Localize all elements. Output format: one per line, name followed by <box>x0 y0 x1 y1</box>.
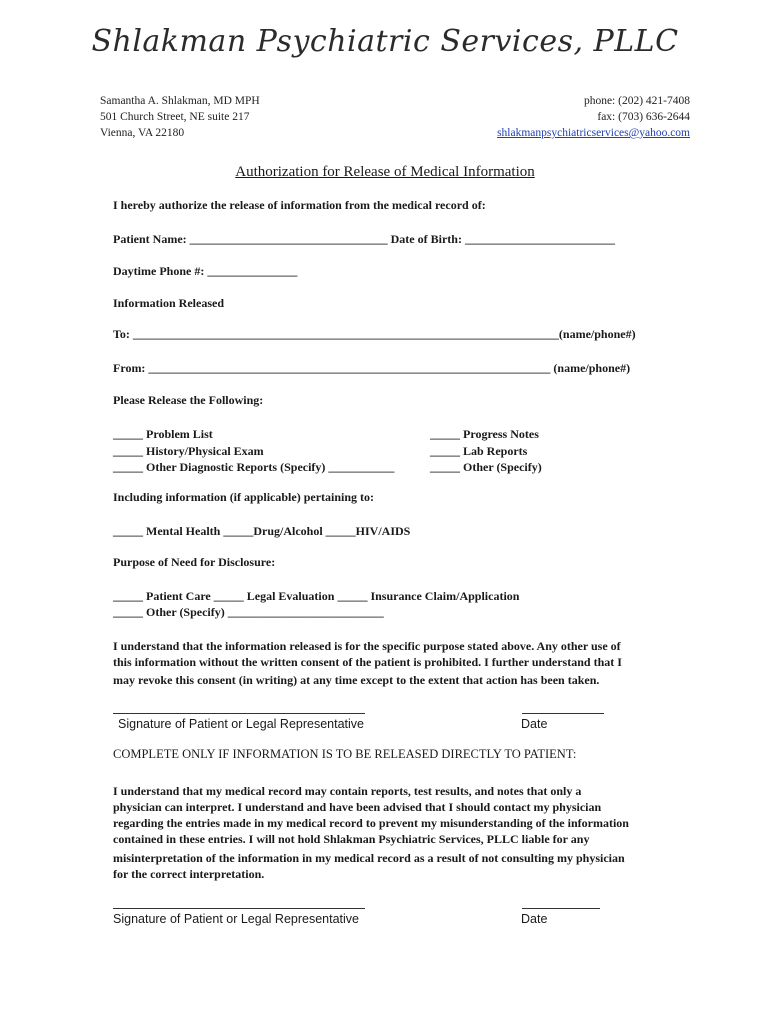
letterhead-right <box>497 93 690 141</box>
including-heading: Including information (if applicable) pertaining to: <box>113 490 375 504</box>
direct-release-paragraph <box>113 783 629 882</box>
letterhead-left <box>100 93 260 141</box>
city-address: Vienna, VA 22180 <box>100 127 185 139</box>
date-line-1[interactable] <box>522 713 604 714</box>
please-release-heading: Please Release the Following: <box>113 393 264 407</box>
direct-line: I understand that my medical record may contain reports, test results, and notes that only a <box>113 784 582 798</box>
date-label-1: Date <box>521 717 548 731</box>
signature-line-2[interactable] <box>113 908 365 909</box>
release-item-history-physical[interactable]: _____ History/Physical Exam <box>113 443 264 458</box>
consent-paragraph <box>113 638 622 688</box>
date-line-2[interactable] <box>522 908 600 909</box>
release-item-lab-reports[interactable]: _____ Lab Reports <box>430 443 528 458</box>
from-field[interactable]: From: ___________________________________________________________________ (name/phone#) <box>113 361 631 375</box>
consent-line: may revoke this consent (in writing) at any time except to the extent that action has been taken. <box>113 673 600 687</box>
phone-number: phone: (202) 421-7408 <box>583 95 690 107</box>
release-item-problem-list[interactable]: _____ Problem List <box>113 427 213 441</box>
form-title-text: Authorization for Release of Medical Information <box>235 164 535 180</box>
direct-release-heading: COMPLETE ONLY IF INFORMATION IS TO BE RELEASED DIRECTLY TO PATIENT: <box>113 747 577 761</box>
direct-line: for the correct interpretation. <box>113 867 265 881</box>
direct-line: contained in these entries. I will not hold Shlakman Psychiatric Services, PLLC liable for any <box>113 832 590 846</box>
info-released-heading: Information Released <box>113 296 224 310</box>
daytime-phone-field[interactable]: Daytime Phone #: _______________ <box>113 264 298 278</box>
including-items[interactable]: _____ Mental Health _____Drug/Alcohol _____HIV/AIDS <box>113 524 411 538</box>
intro-text: I hereby authorize the release of information from the medical record of: <box>113 198 486 212</box>
purpose-options[interactable]: _____ Patient Care _____ Legal Evaluation _____ Insurance Claim/Application <box>113 589 520 603</box>
release-item-other-specify[interactable]: _____ Other (Specify) <box>430 460 542 474</box>
signature-label-1: Signature of Patient or Legal Representative <box>118 717 364 731</box>
release-item-progress-notes[interactable]: _____ Progress Notes <box>430 427 539 441</box>
fax-number: fax: (703) 636-2644 <box>597 111 690 123</box>
form-title <box>0 164 770 181</box>
release-items-right <box>430 426 542 476</box>
consent-line: this information without the written consent of the patient is prohibited. I further understand that I <box>113 655 622 669</box>
to-field[interactable]: To: _______________________________________________________________________(name/phone#) <box>113 327 636 341</box>
direct-line: physician can interpret. I understand and have been advised that I should contact my physician <box>113 800 602 814</box>
signature-label-2: Signature of Patient or Legal Representative <box>113 912 359 926</box>
practice-logo-name: Shlakman Psychiatric Services, PLLC <box>91 24 679 59</box>
patient-name-dob-field[interactable]: Patient Name: _________________________________ Date of Birth: _________________________ <box>113 232 615 246</box>
doctor-name: Samantha A. Shlakman, MD MPH <box>100 95 260 107</box>
purpose-other[interactable]: _____ Other (Specify) __________________________ <box>113 605 384 619</box>
direct-line: misinterpretation of the information in my medical record as a result of not consulting my physician <box>113 851 625 865</box>
release-item-other-diagnostic[interactable]: _____ Other Diagnostic Reports (Specify) ___________ <box>113 460 395 474</box>
consent-line: I understand that the information released is for the specific purpose stated above. Any other use of <box>113 639 621 653</box>
purpose-heading: Purpose of Need for Disclosure: <box>113 555 276 569</box>
signature-line-1[interactable] <box>113 713 365 714</box>
direct-line: regarding the entries made in my medical record to prevent my misunderstanding of the information <box>113 816 629 830</box>
street-address: 501 Church Street, NE suite 217 <box>100 111 250 123</box>
date-label-2: Date <box>521 912 548 926</box>
email-link[interactable]: shlakmanpsychiatricservices@yahoo.com <box>497 127 690 139</box>
release-items-left <box>113 426 394 476</box>
